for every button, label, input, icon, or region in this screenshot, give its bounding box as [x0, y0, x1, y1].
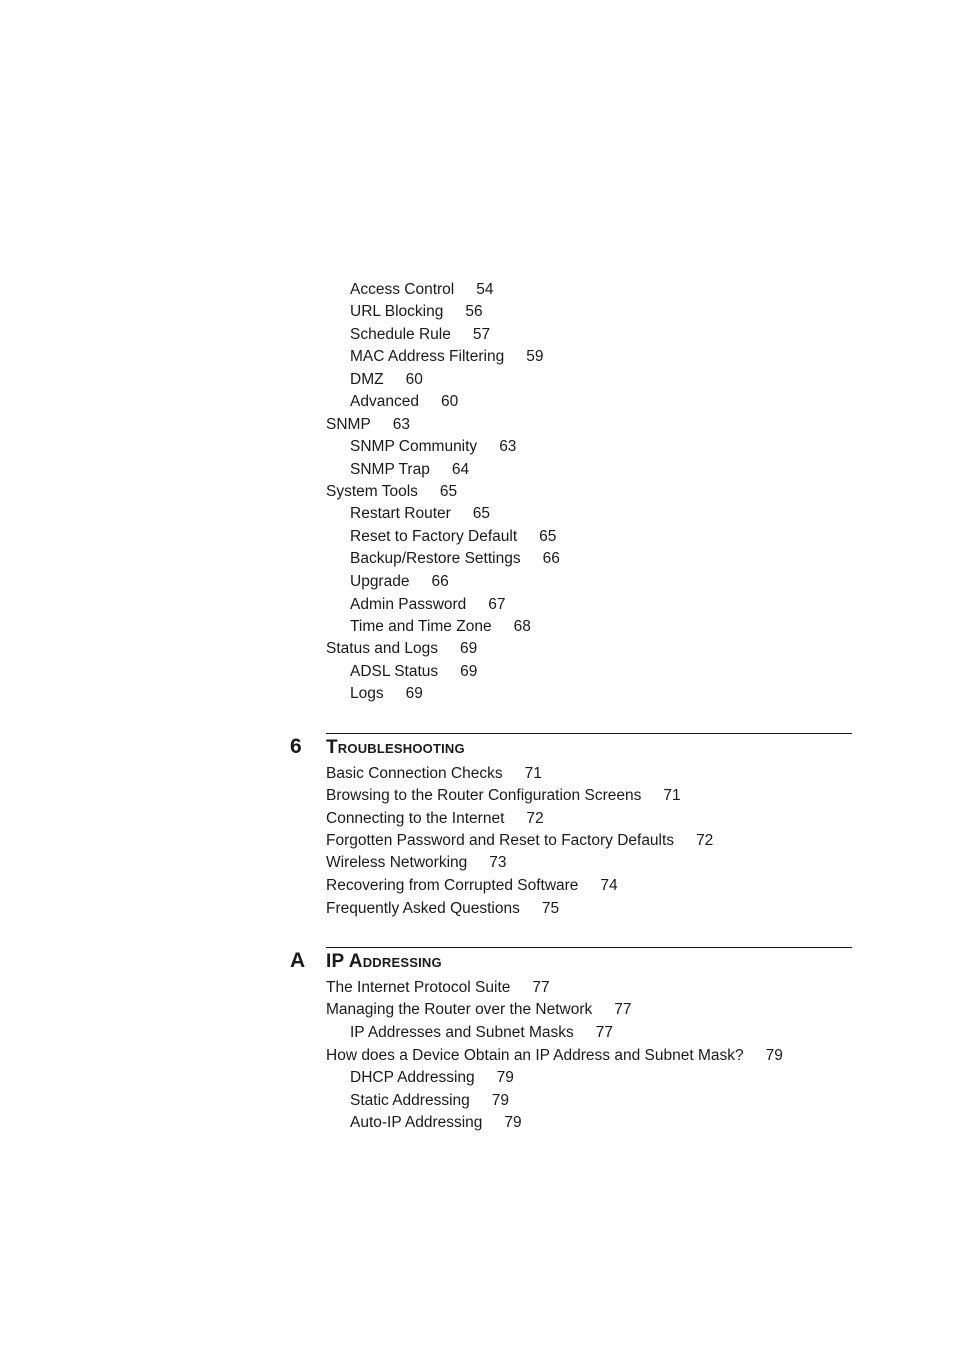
toc-entry-page: 60 — [405, 371, 423, 388]
toc-entry-label: Time and Time Zone — [350, 618, 492, 635]
toc-entry-label: DMZ — [350, 371, 384, 388]
toc-entry-page: 75 — [541, 900, 560, 917]
toc-entry-page: 56 — [465, 303, 483, 320]
toc-entry-page: 77 — [532, 979, 550, 996]
toc-entry-page: 59 — [526, 348, 544, 365]
toc-entry[interactable] — [326, 639, 477, 659]
toc-entry[interactable] — [326, 482, 457, 502]
toc-entry-page: 79 — [496, 1069, 514, 1086]
toc-entry-label: Wireless Networking — [326, 854, 468, 871]
toc-entry-label: Upgrade — [350, 573, 410, 590]
toc-entry[interactable] — [326, 853, 507, 873]
toc-entry-page: 79 — [504, 1114, 522, 1131]
toc-entry[interactable] — [350, 595, 506, 615]
toc-entry[interactable] — [350, 370, 423, 390]
toc-entry-page: 73 — [489, 854, 507, 871]
chapter-divider — [326, 733, 852, 734]
toc-entry-label: Advanced — [350, 393, 419, 410]
toc-entry[interactable] — [326, 899, 559, 919]
toc-entry-page: 71 — [663, 787, 681, 804]
toc-entry-label: ADSL Status — [350, 663, 439, 680]
chapter-title[interactable]: IP Addressing — [326, 951, 442, 972]
toc-entry-label: How does a Device Obtain an IP Address and Subnet Mask? — [326, 1047, 744, 1064]
toc-entry-label: SNMP Trap — [350, 461, 430, 478]
toc-entry-page: 66 — [431, 573, 449, 590]
toc-entry-label: Recovering from Corrupted Software — [326, 877, 579, 894]
toc-entry-page: 60 — [440, 393, 459, 410]
toc-entry[interactable] — [326, 1000, 631, 1020]
toc-entry[interactable] — [350, 662, 477, 682]
toc-entry[interactable] — [350, 460, 469, 480]
toc-entry-page: 74 — [600, 877, 618, 894]
toc-entry[interactable] — [350, 1113, 522, 1133]
toc-entry-page: 67 — [488, 596, 506, 613]
toc-entry-page: 69 — [460, 663, 478, 680]
toc-entry-page: 69 — [460, 640, 478, 657]
toc-entry[interactable] — [350, 302, 483, 322]
toc-entry[interactable] — [350, 684, 423, 704]
toc-entry-label: Static Addressing — [350, 1092, 470, 1109]
toc-entry-page: 65 — [439, 483, 458, 500]
toc-entry[interactable] — [350, 617, 531, 637]
toc-entry-page: 54 — [476, 281, 494, 298]
toc-entry[interactable] — [350, 527, 556, 547]
toc-entry-page: 65 — [472, 505, 491, 522]
chapter-number: A — [290, 949, 306, 972]
toc-entry-page: 64 — [451, 461, 470, 478]
toc-entry-page: 77 — [614, 1001, 632, 1018]
toc-entry[interactable] — [326, 809, 544, 829]
toc-entry-label: Schedule Rule — [350, 326, 451, 343]
toc-entry-label: SNMP — [326, 416, 371, 433]
toc-entry-label: URL Blocking — [350, 303, 444, 320]
toc-entry[interactable] — [350, 572, 449, 592]
toc-entry[interactable] — [350, 325, 490, 345]
toc-entry[interactable] — [326, 1046, 783, 1066]
toc-entry[interactable] — [350, 392, 458, 412]
toc-entry-page: 72 — [526, 810, 544, 827]
toc-entry-label: IP Addresses and Subnet Masks — [350, 1024, 574, 1041]
toc-entry-page: 79 — [491, 1092, 510, 1109]
toc-entry[interactable] — [326, 764, 542, 784]
toc-entry-label: Frequently Asked Questions — [326, 900, 520, 917]
toc-entry[interactable] — [326, 786, 681, 806]
toc-entry[interactable] — [350, 437, 516, 457]
toc-entry-label: System Tools — [326, 483, 418, 500]
toc-entry-page: 65 — [539, 528, 557, 545]
toc-entry[interactable] — [326, 876, 618, 896]
toc-entry-page: 68 — [513, 618, 531, 635]
toc-entry-label: Access Control — [350, 281, 455, 298]
toc-entry[interactable] — [326, 978, 550, 998]
toc-entry-page: 66 — [542, 550, 560, 567]
toc-entry[interactable] — [350, 1068, 514, 1088]
toc-entry[interactable] — [350, 549, 560, 569]
toc-entry-label: Logs — [350, 685, 384, 702]
toc-entry-page: 72 — [696, 832, 714, 849]
toc-entry-label: The Internet Protocol Suite — [326, 979, 511, 996]
toc-entry-label: Reset to Factory Default — [350, 528, 518, 545]
toc-entry[interactable] — [350, 347, 543, 367]
toc-entry[interactable] — [350, 504, 490, 524]
toc-entry-label: Admin Password — [350, 596, 467, 613]
toc-entry-label: Backup/Restore Settings — [350, 550, 521, 567]
toc-entry-label: MAC Address Filtering — [350, 348, 505, 365]
toc-entry[interactable] — [350, 1091, 509, 1111]
toc-entry-label: Status and Logs — [326, 640, 439, 657]
toc-entry-page: 79 — [765, 1047, 783, 1064]
toc-entry[interactable] — [326, 831, 713, 851]
toc-entry-label: Restart Router — [350, 505, 451, 522]
toc-entry-label: Forgotten Password and Reset to Factory Defaults — [326, 832, 675, 849]
toc-entry[interactable] — [326, 415, 410, 435]
toc-entry-page: 63 — [499, 438, 517, 455]
toc-entry-page: 77 — [595, 1024, 613, 1041]
toc-entry-page: 69 — [405, 685, 423, 702]
toc-entry-page: 63 — [392, 416, 411, 433]
chapter-title[interactable]: Troubleshooting — [326, 737, 465, 758]
toc-entry-label: Connecting to the Internet — [326, 810, 505, 827]
toc-entry-label: Managing the Router over the Network — [326, 1001, 593, 1018]
toc-entry[interactable] — [350, 1023, 613, 1043]
toc-entry-page: 71 — [524, 765, 542, 782]
toc-entry-label: Browsing to the Router Configuration Screens — [326, 787, 642, 804]
toc-entry-page: 57 — [472, 326, 491, 343]
toc-entry-label: Auto-IP Addressing — [350, 1114, 483, 1131]
toc-entry-label: Basic Connection Checks — [326, 765, 503, 782]
toc-entry-label: SNMP Community — [350, 438, 478, 455]
chapter-divider — [326, 947, 852, 948]
chapter-number: 6 — [290, 735, 302, 758]
toc-entry[interactable] — [350, 280, 493, 300]
toc-entry-label: DHCP Addressing — [350, 1069, 475, 1086]
